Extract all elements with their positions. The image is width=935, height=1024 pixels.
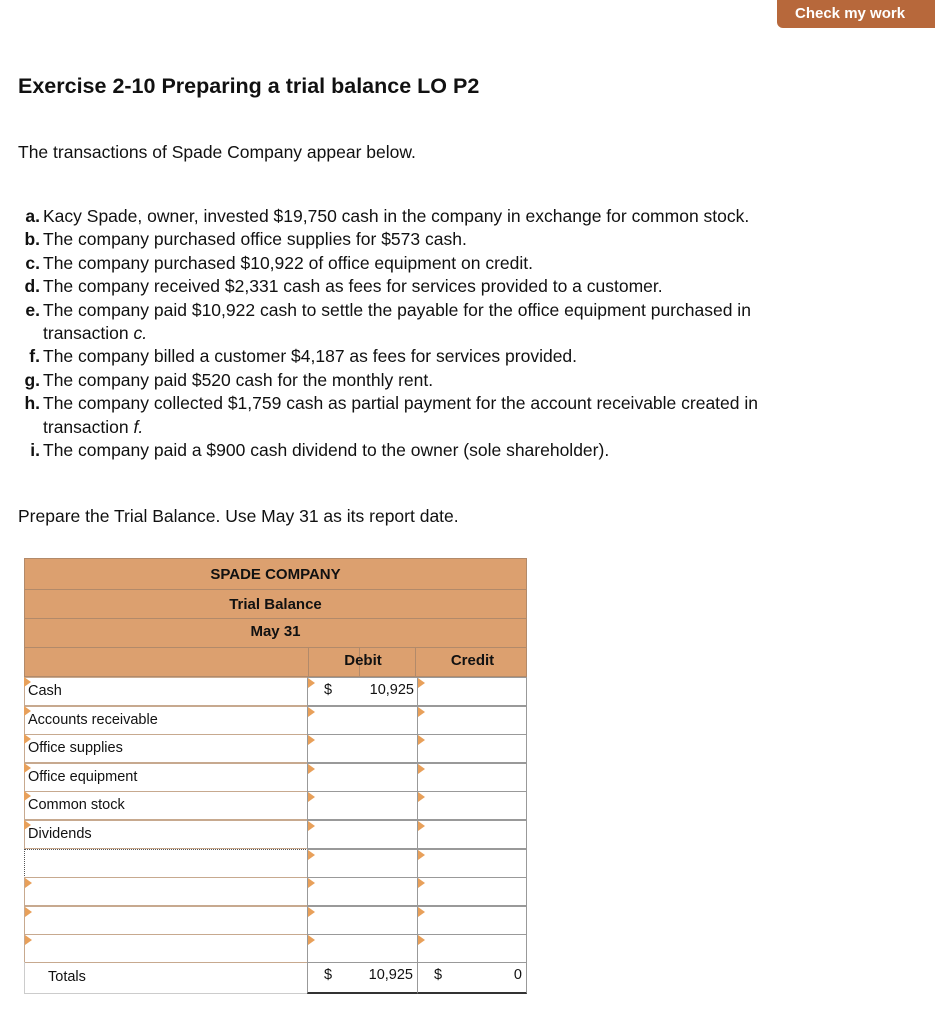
list-item: [18, 275, 878, 298]
credit-input[interactable]: [417, 849, 527, 878]
dropdown-marker-icon: [308, 850, 315, 860]
trial-balance-table: [24, 558, 527, 994]
credit-input[interactable]: [417, 763, 527, 792]
credit-input[interactable]: [417, 677, 527, 706]
transaction-letter: g.: [24, 369, 40, 390]
list-item: [18, 205, 878, 228]
total-debit-value: 10,925: [368, 967, 413, 983]
transaction-text: The company billed a customer $4,187 as fees for services provided.: [43, 346, 578, 367]
account-name-field[interactable]: Office equipment: [24, 763, 308, 792]
dropdown-marker-icon: [25, 935, 32, 945]
debit-input[interactable]: [307, 820, 418, 849]
instruction-text: Prepare the Trial Balance. Use May 31 as its report date.: [18, 506, 459, 526]
dropdown-marker-icon: [24, 706, 31, 716]
debit-input[interactable]: [307, 934, 418, 963]
debit-input[interactable]: [307, 906, 418, 935]
dropdown-marker-icon: [308, 907, 315, 917]
list-item: [18, 299, 878, 346]
dropdown-marker-icon: [308, 707, 315, 717]
debit-input[interactable]: [307, 706, 418, 735]
dropdown-marker-icon: [25, 907, 32, 917]
transaction-letter: c.: [25, 252, 40, 273]
list-item: [18, 228, 878, 251]
account-name-field[interactable]: [24, 877, 308, 906]
transaction-text: The company received $2,331 cash as fees for services provided to a customer.: [43, 276, 663, 297]
page-title: Exercise 2-10 Preparing a trial balance LO P2: [18, 74, 480, 98]
total-debit-field: [307, 962, 418, 994]
dropdown-marker-icon: [24, 763, 31, 773]
transaction-letter: h.: [24, 393, 40, 414]
transaction-letter: i.: [30, 440, 40, 461]
company-name: SPADE COMPANY: [24, 558, 527, 590]
account-name-field[interactable]: Common stock: [24, 791, 308, 820]
credit-input[interactable]: [417, 734, 527, 763]
debit-column-header: Debit: [344, 652, 382, 669]
transaction-letter: e.: [25, 299, 40, 320]
transaction-letter: d.: [24, 276, 40, 297]
debit-input[interactable]: [307, 677, 418, 706]
dropdown-marker-icon: [418, 707, 425, 717]
account-name-field[interactable]: Dividends: [24, 820, 308, 849]
dropdown-marker-icon: [308, 792, 315, 802]
account-name-field[interactable]: Office supplies: [24, 734, 308, 763]
transaction-text: The company purchased $10,922 of office equipment on credit.: [43, 252, 533, 273]
dropdown-marker-icon: [308, 935, 315, 945]
account-name-field[interactable]: [24, 906, 308, 935]
total-credit-field: [417, 962, 527, 994]
dropdown-marker-icon: [418, 764, 425, 774]
debit-input[interactable]: [307, 763, 418, 792]
account-name-field[interactable]: Accounts receivable: [24, 706, 308, 735]
dropdown-marker-icon: [308, 878, 315, 888]
account-name-field[interactable]: Cash: [24, 677, 308, 706]
currency-symbol: $: [324, 967, 333, 983]
debit-input[interactable]: [307, 849, 418, 878]
dropdown-marker-icon: [418, 792, 425, 802]
dropdown-marker-icon: [418, 678, 425, 688]
dropdown-marker-icon: [418, 850, 425, 860]
check-my-work-button[interactable]: Check my work: [777, 0, 935, 28]
list-item: [18, 369, 878, 392]
list-item: [18, 345, 878, 368]
transaction-text: The company collected $1,759 cash as partial payment for the account receivable created in: [43, 393, 758, 414]
intro-text: The transactions of Spade Company appear below.: [18, 142, 416, 162]
transaction-letter: b.: [24, 229, 40, 250]
total-credit-value: 0: [513, 967, 522, 983]
debit-input[interactable]: [307, 877, 418, 906]
transaction-text: The company paid a $900 cash dividend to the owner (sole shareholder).: [43, 440, 610, 461]
credit-input[interactable]: [417, 791, 527, 820]
dropdown-marker-icon: [308, 764, 315, 774]
transaction-cont: transaction: [43, 416, 134, 437]
dropdown-marker-icon: [308, 821, 315, 831]
transaction-text: The company purchased office supplies for $573 cash.: [43, 229, 467, 250]
credit-input[interactable]: [417, 706, 527, 735]
debit-input[interactable]: [307, 734, 418, 763]
credit-input[interactable]: [417, 820, 527, 849]
dropdown-marker-icon: [418, 878, 425, 888]
dropdown-marker-icon: [25, 878, 32, 888]
currency-symbol: $: [434, 967, 443, 983]
transaction-ref: c.: [133, 323, 148, 344]
account-name-field[interactable]: [24, 849, 308, 878]
dropdown-marker-icon: [418, 907, 425, 917]
dropdown-marker-icon: [308, 678, 315, 688]
dropdown-marker-icon: [24, 820, 31, 830]
credit-input[interactable]: [417, 906, 527, 935]
credit-column-header: Credit: [450, 652, 495, 669]
transaction-ref: f.: [133, 416, 144, 437]
debit-value: 10,925: [369, 682, 414, 698]
credit-input[interactable]: [417, 877, 527, 906]
transaction-list: [18, 205, 878, 462]
dropdown-marker-icon: [418, 735, 425, 745]
currency-symbol: $: [324, 682, 333, 698]
totals-label: Totals: [24, 962, 308, 994]
dropdown-marker-icon: [308, 735, 315, 745]
dropdown-marker-icon: [24, 791, 31, 801]
transaction-letter: a.: [25, 206, 40, 226]
credit-input[interactable]: [417, 934, 527, 963]
transaction-cont: transaction: [43, 323, 134, 344]
statement-title: Trial Balance: [24, 589, 527, 619]
statement-date: May 31: [24, 618, 527, 648]
dropdown-marker-icon: [24, 677, 31, 687]
account-name-field[interactable]: [24, 934, 308, 963]
dropdown-marker-icon: [418, 935, 425, 945]
dropdown-marker-icon: [418, 821, 425, 831]
debit-input[interactable]: [307, 791, 418, 820]
list-item: [18, 439, 878, 462]
list-item: [18, 392, 878, 439]
list-item: [18, 252, 878, 275]
transaction-text: Kacy Spade, owner, invested $19,750 cash in the company in exchange for common stock.: [43, 206, 750, 226]
dropdown-marker-icon: [24, 734, 31, 744]
transaction-text: The company paid $10,922 cash to settle the payable for the office equipment purchased in: [43, 299, 751, 320]
transaction-text: The company paid $520 cash for the monthly rent.: [43, 369, 434, 390]
transaction-letter: f.: [29, 346, 40, 367]
